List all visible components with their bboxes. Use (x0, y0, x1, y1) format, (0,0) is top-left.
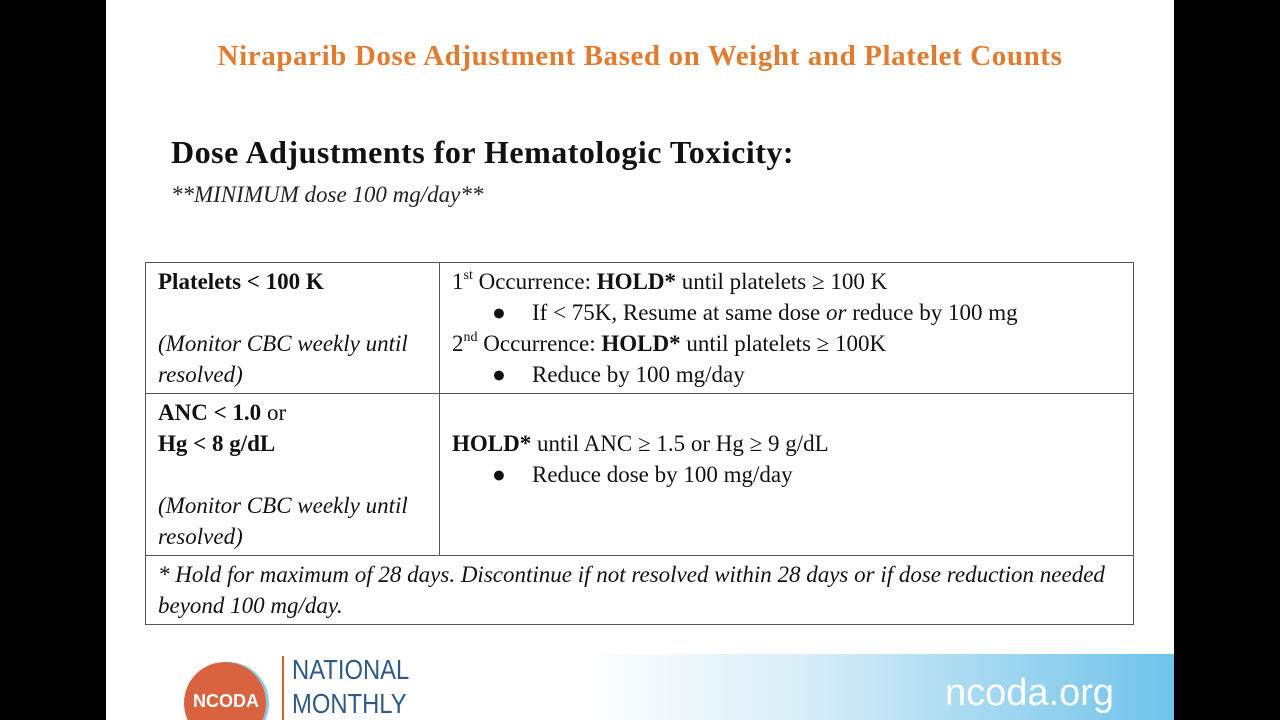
condition: ANC < 1.0 (158, 400, 262, 425)
logo-text: NCODA (193, 691, 259, 711)
action-cell (440, 394, 1134, 556)
bullet-item: ● If < 75K, Resume at same dose or reduce by 100 mg (492, 300, 1018, 325)
monthly-label: MONTHLY (292, 688, 407, 719)
table-row (146, 394, 1134, 556)
monitor-note: (Monitor CBC weekly until resolved) (158, 493, 408, 549)
text: reduce by 100 mg (846, 300, 1018, 325)
slide (106, 0, 1174, 720)
text: until platelets ≥ 100 K (675, 269, 888, 294)
condition: Hg < 8 g/dL (158, 431, 276, 456)
condition-cell (146, 263, 440, 394)
text: until platelets ≥ 100K (680, 331, 887, 356)
table-row (146, 263, 1134, 394)
text: If < 75K, Resume at same dose (532, 300, 827, 325)
website-link[interactable]: ncoda.org (944, 672, 1114, 714)
dose-adjustment-table (145, 262, 1134, 625)
section-heading: Dose Adjustments for Hematologic Toxicity: (171, 134, 795, 170)
minimum-dose-note: **MINIMUM dose 100 mg/day** (171, 182, 484, 207)
text: until ANC ≥ 1.5 or Hg ≥ 9 g/dL (531, 431, 829, 456)
table-row (146, 556, 1134, 625)
num: 1 (452, 269, 464, 294)
second-occurrence (452, 328, 1121, 359)
text: Occurrence: (472, 269, 597, 294)
footnote: * Hold for maximum of 28 days. Discontinue if not resolved within 28 days or if dose reduction needed beyond 100 mg/day. (146, 556, 1134, 625)
first-occurrence (452, 266, 1121, 297)
monitor-note: (Monitor CBC weekly until resolved) (158, 331, 408, 387)
bullet-item: ● Reduce by 100 mg/day (492, 362, 745, 387)
hold: HOLD* (452, 431, 532, 456)
footer-banner (106, 654, 1174, 720)
text: Reduce by 100 mg/day (532, 362, 745, 387)
text: Reduce dose by 100 mg/day (532, 462, 793, 487)
text: or (261, 400, 287, 425)
bullet-item: ● Reduce dose by 100 mg/day (492, 462, 793, 487)
sup: st (463, 268, 473, 283)
hold: HOLD* (601, 331, 681, 356)
condition: Platelets < 100 K (158, 269, 324, 294)
national-label: NATIONAL (292, 654, 410, 685)
divider (282, 656, 284, 720)
sup: nd (463, 330, 478, 345)
condition-cell (146, 394, 440, 556)
num: 2 (452, 331, 464, 356)
slide-title: Niraparib Dose Adjustment Based on Weight and Platelet Counts (217, 40, 1063, 72)
action-cell (440, 263, 1134, 394)
text: Occurrence: (477, 331, 602, 356)
hold: HOLD* (596, 269, 676, 294)
text: or (826, 300, 847, 325)
